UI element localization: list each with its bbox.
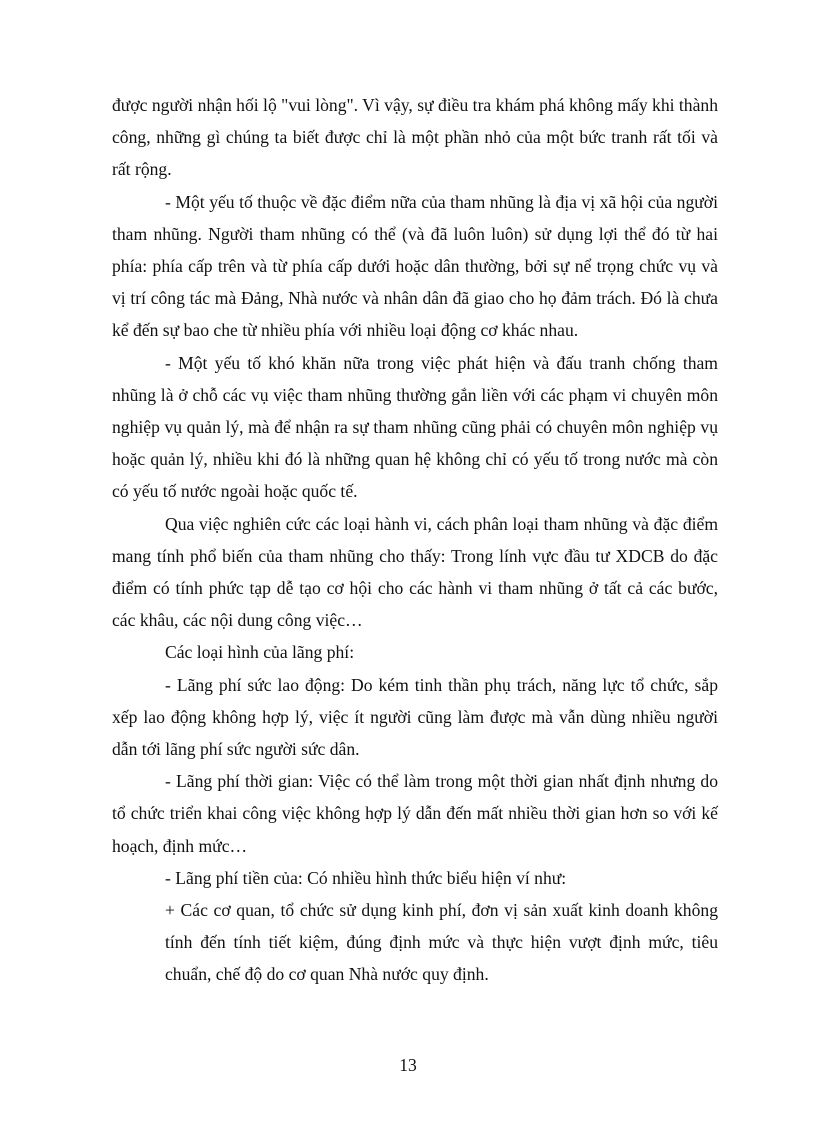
paragraph-money-waste-detail: + Các cơ quan, tổ chức sử dụng kinh phí, đơn vị sản xuất kinh doanh không tính đến tính tiết kiệm, đúng định mức và thực hiện vượt định mức, tiêu chuẩn, chế độ do cơ quan Nhà nước quy định.	[165, 900, 718, 985]
page-number: 13	[399, 1055, 417, 1075]
document-page	[112, 89, 718, 991]
paragraph-waste-types-heading: Các loại hình của lãng phí:	[165, 642, 355, 663]
paragraph-social-status: - Một yếu tố thuộc về đặc điểm nữa của tham nhũng là địa vị xã hội của người tham nhũng. Người tham nhũng có thể (và đã luôn luôn) sử dụng lợi thể đó từ hai phía: phía cấp trên và từ phía cấp dưới hoặc dân thường, bởi sự nể trọng chức vụ và vị trí công tác mà Đảng, Nhà nước và nhân dân đã giao cho họ đảm trách. Đó là chưa kể đến sự bao che từ nhiều phía với nhiều loại động cơ khác nhau.	[112, 191, 718, 341]
paragraph-time-waste: - Lãng phí thời gian: Việc có thể làm trong một thời gian nhất định nhưng do tổ chức triển khai công việc không hợp lý dẫn đến mất nhiều thời gian hơn so với kế hoạch, định mức…	[112, 771, 718, 856]
paragraph-continuation: được người nhận hối lộ "vui lòng". Vì vậy, sự điều tra khám phá không mấy khi thành công, những gì chúng ta biết được chỉ là một phần nhỏ của một bức tranh rất tối và rất rộng.	[112, 95, 718, 180]
paragraph-research-summary: Qua việc nghiên cức các loại hành vi, cách phân loại tham nhũng và đặc điểm mang tính phổ biến của tham nhũng cho thấy: Trong lính vực đầu tư XDCB do đặc điểm có tính phức tạp dễ tạo cơ hội cho các hành vi tham nhũng ở tất cả các bước, các khâu, các nội dung công việc…	[112, 513, 718, 631]
paragraph-money-waste: - Lãng phí tiền của: Có nhiều hình thức biểu hiện ví như:	[165, 867, 567, 888]
paragraph-labor-waste: - Lãng phí sức lao động: Do kém tinh thần phụ trách, năng lực tổ chức, sắp xếp lao động không hợp lý, việc ít người cũng làm được mà vẫn dùng nhiều người dẫn tới lãng phí sức người sức dân.	[112, 674, 718, 760]
paragraph-detection-difficulty: - Một yếu tố khó khăn nữa trong việc phát hiện và đấu tranh chống tham nhũng là ở chỗ các vụ việc tham nhũng thường gắn liền với các phạm vi chuyên môn nghiệp vụ quản lý, mà để nhận ra sự tham nhũng cũng phải có chuyên môn nghiệp vụ hoặc quản lý, nhiều khi đó là những quan hệ không chỉ có yếu tố trong nước mà còn có yếu tố nước ngoài hoặc quốc tế.	[112, 352, 718, 502]
